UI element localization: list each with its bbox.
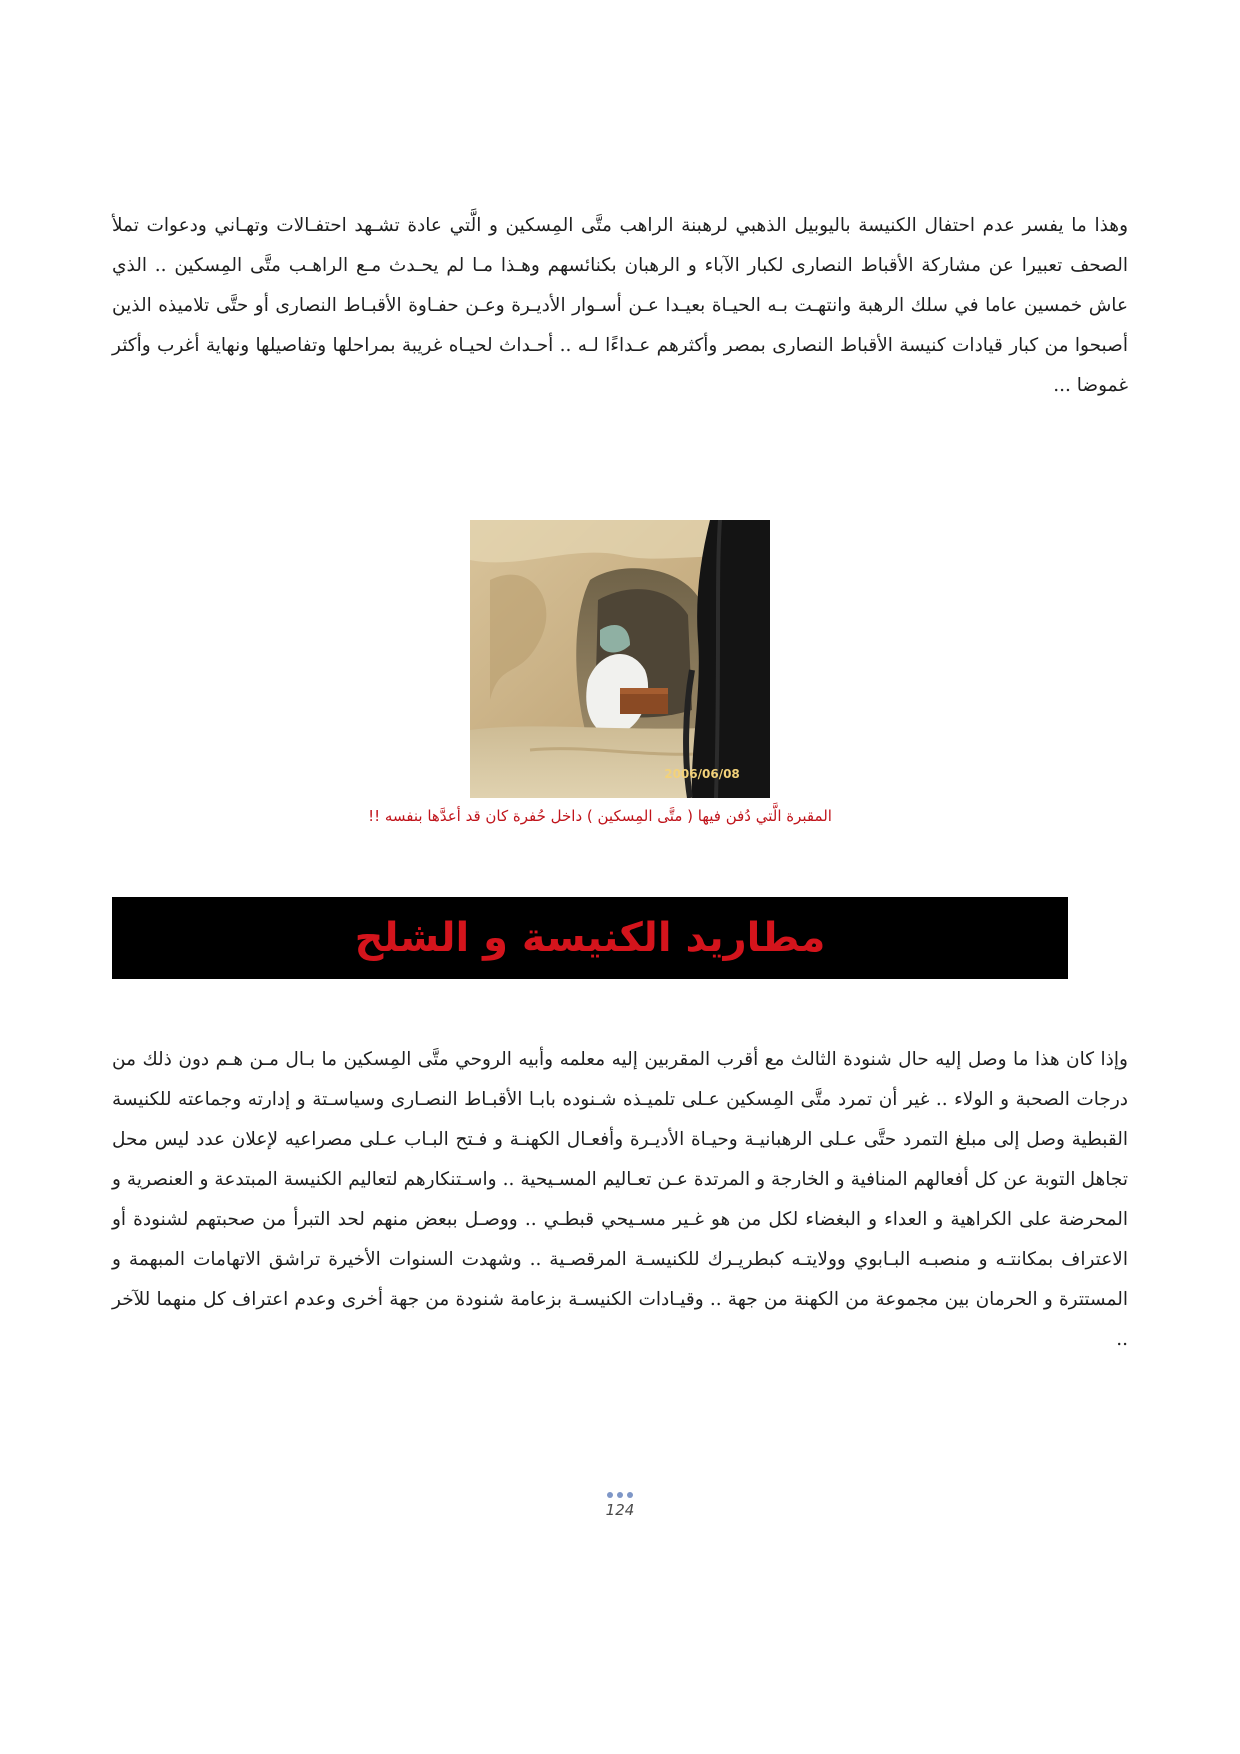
ornament-dot: [607, 1492, 613, 1498]
intro-paragraph: وهذا ما يفسر عدم احتفال الكنيسة باليوبيل الذهبي لرهبنة الراهب متَّى المِسكين و الَّتي عادة تشـهد احتفـالات وتهـاني ودعوات تملأ الصحف تعبيرا عن مشاركة الأقباط النصارى لكبار الآباء و الرهبان بكنائسهم وهـذا مـا لم يحـدث مـع الراهـب متَّى المِسكين .. الذي عاش خمسين عاما في سلك الرهبة وانتهـت بـه الحيـاة بعيـدا عـن أسـوار الأديـرة وعـن حفـاوة الأقبـاط النصارى أو حتَّى تلاميذه الذين أصبحوا من كبار قيادات كنيسة الأقباط النصارى بمصر وأكثرهم عـداءًا لـه .. أحـداث لحيـاه غريبة بمراحلها وتفاصيلها ونهاية أغرب وأكثر غموضا ...: [112, 215, 1128, 396]
section-banner: [112, 897, 1068, 979]
photo-date-stamp: 2006/06/08: [664, 767, 740, 781]
tomb-photo: [470, 520, 770, 798]
page-dots-ornament: [570, 1490, 670, 1500]
body-paragraph: وإذا كان هذا ما وصل إليه حال شنودة الثالث مع أقرب المقربين إليه معلمه وأبيه الروحي متَّى المِسكين ما بـال مـن هـم دون ذلك من درجات الصحبة و الولاء .. غير أن تمرد متَّى المِسكين عـلى تلميـذه شـنوده بابـا الأقبـاط النصـارى وسياسـتة و إدارته وجماعته للكنيسة القبطية وصل إلى مبلغ التمرد حتَّى عـلى الرهبانيـة وحيـاة الأديـرة وأفعـال الكهنـة و فـتح البـاب عـلى مصراعيه لإعلان عدد ليس محل تجاهل التوبة عن كل أفعالهم المنافية و الخارجة و المرتدة عـن تعـاليم المسـيحية .. واسـتنكارهم لتعاليم الكنيسة المبتدعة و العنصرية و المحرضة على الكراهية و العداء و البغضاء لكل من هو غـير مسـيحي قبطـي .. ووصـل ببعض منهم لحد التبرأ من صحبتهم لشنودة أو الاعتراف بمكانتـه و منصبـه البـابوي وولايتـه كبطريـرك للكنيسـة المرقصـية .. وشهدت السنوات الأخيرة تراشق الاتهامات المبهمة و المستترة و الحرمان بين مجموعة من الكهنة من جهة .. وقيـادات الكنيسـة بزعامة شنودة من جهة أخرى وعدم اعتراف كل منهما للآخر ..: [112, 1049, 1128, 1350]
ornament-dot: [627, 1492, 633, 1498]
page-number: 124: [605, 1501, 635, 1519]
section-title: مطاريد الكنيسة و الشلح: [354, 915, 826, 961]
figure-caption: المقبرة الَّتي دُفن فيها ( متَّى المِسكين ) داخل حُفرة كان قد أعدَّها بنفسه !!: [368, 807, 832, 825]
page-footer: [570, 1490, 670, 1520]
ornament-dot: [617, 1492, 623, 1498]
